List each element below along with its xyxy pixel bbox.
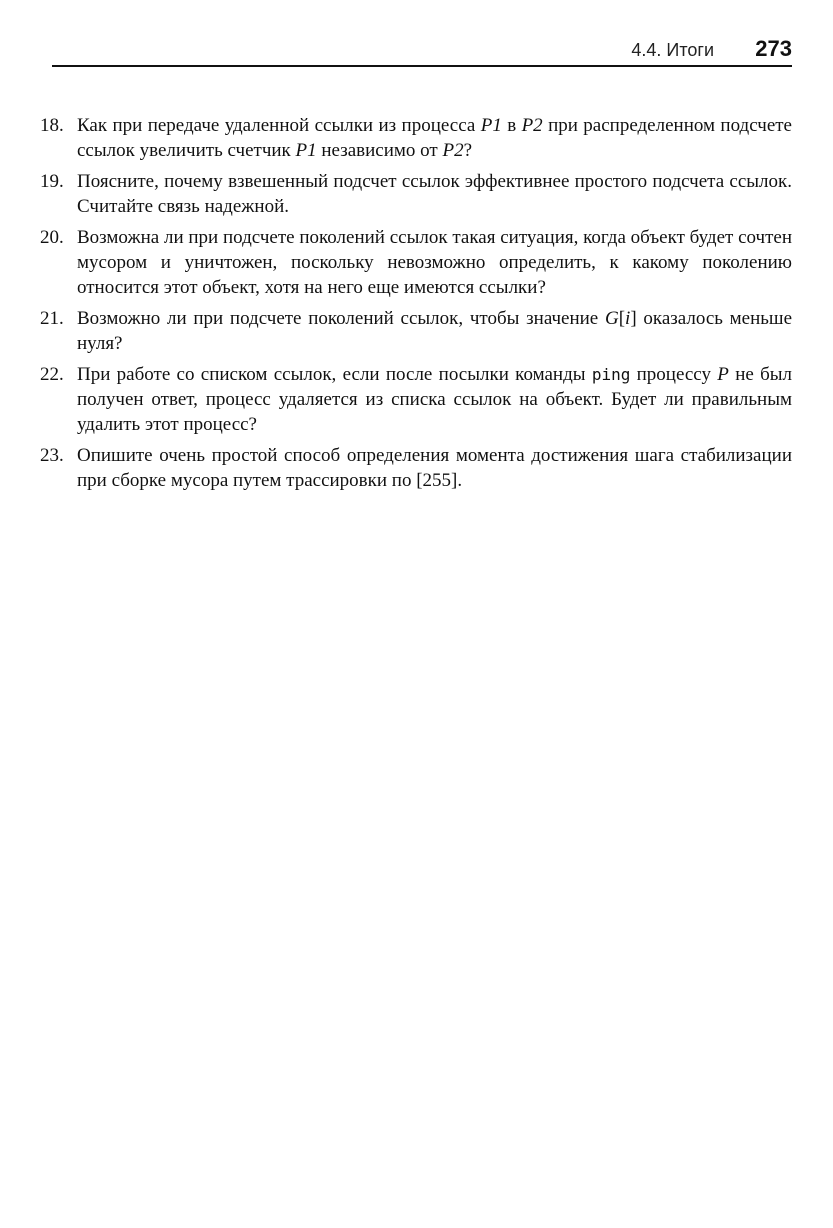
question-item: [40, 169, 792, 219]
question-text: Поясните, почему взвешенный подсчет ссылок эффективнее простого подсчета ссылок. Считайте связь надежной.: [77, 171, 792, 217]
question-list: [40, 113, 792, 499]
question-item: [40, 113, 792, 163]
section-title: 4.4. Итоги: [631, 40, 714, 60]
question-number: 19.: [40, 171, 64, 192]
question-item: [40, 362, 792, 437]
question-text: Опишите очень простой способ определения момента достижения шага стабилизации при сборке мусора путем трассировки по [255].: [77, 445, 792, 491]
question-item: [40, 225, 792, 300]
question-number: 21.: [40, 308, 64, 329]
question-text: Как при передаче удаленной ссылки из процесса P1 в P2 при распределенном подсчете ссылок увеличить счетчик P1 независимо от P2?: [77, 115, 792, 161]
question-item: [40, 306, 792, 356]
question-text: При работе со списком ссылок, если после посылки команды ping процессу P не был получен ответ, процесс удаляется из списка ссылок на объект. Будет ли правильным удалить этот процесс?: [77, 364, 793, 435]
question-number: 23.: [40, 445, 64, 466]
header-rule: [52, 65, 792, 67]
question-text: Возможна ли при подсчете поколений ссылок такая ситуация, когда объект будет сочтен мусором и уничтожен, поскольку невозможно определить, к какому поколению относится этот объект, хотя на него еще имеются ссылки?: [77, 227, 792, 298]
question-number: 18.: [40, 115, 64, 136]
page-number: 273: [755, 36, 792, 61]
question-number: 22.: [40, 364, 64, 385]
question-number: 20.: [40, 227, 64, 248]
code-ping: ping: [591, 365, 631, 384]
running-header: [52, 36, 792, 66]
question-item: [40, 443, 792, 493]
question-text: Возможно ли при подсчете поколений ссылок, чтобы значение G[i] оказалось меньше нуля?: [77, 308, 792, 354]
